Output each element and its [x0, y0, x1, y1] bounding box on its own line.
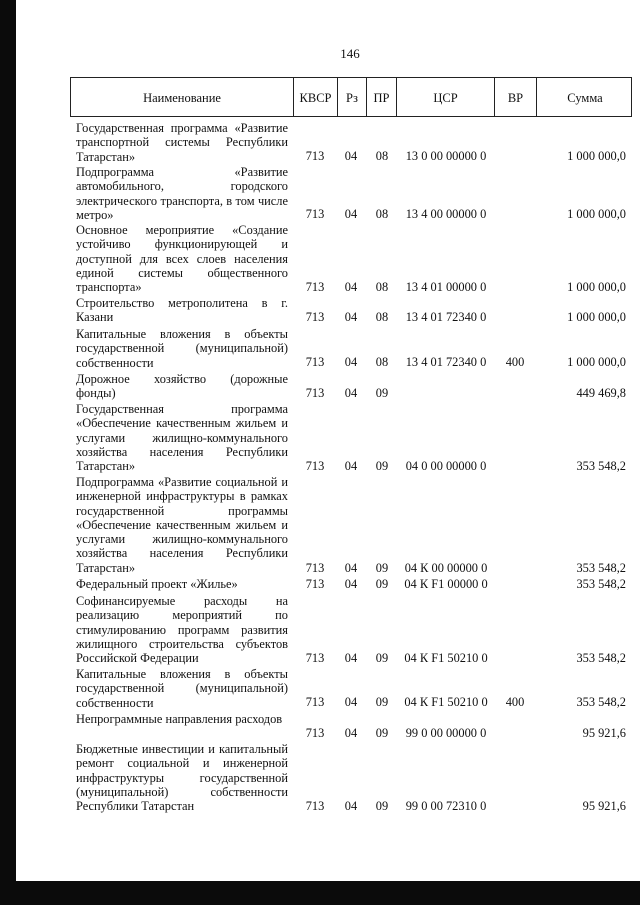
- header-vr: ВР: [495, 78, 537, 116]
- row-name: Основное мероприятие «Создание устойчиво функционирующей и доступной для всех слоев населения единой системы общественного транспорта»: [76, 223, 288, 295]
- row-rz: 04: [344, 561, 358, 575]
- row-sum: 1 000 000,0: [567, 207, 626, 221]
- row-rz: 04: [344, 577, 358, 591]
- row-rz: 04: [344, 207, 358, 221]
- row-kvsr: 713: [305, 651, 325, 665]
- row-sum: 1 000 000,0: [567, 280, 626, 294]
- row-rz: 04: [344, 355, 358, 369]
- table-row: [70, 594, 632, 666]
- header-name: Наименование: [71, 78, 294, 116]
- row-csr: 04 К 00 00000 0: [404, 561, 488, 575]
- row-csr: 04 К F1 50210 0: [404, 695, 488, 709]
- table-row: [70, 165, 632, 222]
- row-kvsr: 713: [305, 355, 325, 369]
- table-row: [70, 712, 632, 741]
- table-header: [70, 77, 632, 117]
- row-sum: 353 548,2: [576, 577, 626, 591]
- row-name: Капитальные вложения в объекты государственной (муниципальной) собственности: [76, 327, 288, 370]
- header-kvsr: КВСР: [294, 78, 338, 116]
- row-name: Федеральный проект «Жилье»: [76, 577, 238, 591]
- table-row: [70, 402, 632, 474]
- row-rz: 04: [344, 459, 358, 473]
- row-name: Капитальные вложения в объекты государственной (муниципальной) собственности: [76, 667, 288, 710]
- row-kvsr: 713: [305, 280, 325, 294]
- row-csr: 04 К F1 00000 0: [404, 577, 488, 591]
- row-csr: [400, 386, 492, 401]
- page-number: 146: [340, 46, 360, 61]
- row-pr: 08: [375, 310, 389, 324]
- scan-bottom-edge: [0, 881, 640, 905]
- header-pr: ПР: [367, 78, 397, 116]
- row-pr: 09: [375, 799, 389, 813]
- row-kvsr: 713: [305, 386, 325, 400]
- table-row: [70, 667, 632, 710]
- header-csr: ЦСР: [397, 78, 495, 116]
- row-sum: 353 548,2: [576, 459, 626, 473]
- table-row: [70, 742, 632, 814]
- row-sum: 95 921,6: [582, 726, 626, 740]
- row-rz: 04: [344, 310, 358, 324]
- row-name: Бюджетные инвестиции и капитальный ремонт социальной и инженерной инфраструктуры государственной (муниципальной) собственности Республики Татарстан: [76, 742, 288, 814]
- row-vr: 400: [505, 695, 525, 709]
- row-rz: 04: [344, 651, 358, 665]
- header-rz: Рз: [338, 78, 367, 116]
- header-sum: Сумма: [567, 91, 603, 105]
- row-csr: 04 К F1 50210 0: [404, 651, 488, 665]
- row-kvsr: 713: [305, 149, 325, 163]
- row-rz: 04: [344, 149, 358, 163]
- row-sum: 1 000 000,0: [567, 310, 626, 324]
- row-name: Софинансируемые расходы на реализацию мероприятий по стимулированию программ развития жилищного строительства субъектов Российской Федерации: [76, 594, 288, 666]
- row-pr: 09: [375, 561, 389, 575]
- row-csr: 13 4 01 72340 0: [405, 355, 487, 369]
- row-csr: 04 0 00 00000 0: [405, 459, 487, 473]
- row-csr: 13 0 00 00000 0: [405, 149, 487, 163]
- row-kvsr: 713: [305, 577, 325, 591]
- row-sum: 95 921,6: [582, 799, 626, 813]
- row-pr: 09: [375, 695, 389, 709]
- row-csr: 99 0 00 72310 0: [405, 799, 487, 813]
- row-csr: 13 4 01 00000 0: [405, 280, 487, 294]
- row-rz: 04: [344, 799, 358, 813]
- row-name: Подпрограмма «Развитие социальной и инженерной инфраструктуры в рамках государственной программы «Обеспечение качественным жильем и услугами жилищно-коммунального хозяйства населения Республики Татарстан»: [76, 475, 288, 575]
- row-rz: 04: [344, 386, 358, 400]
- row-pr: 09: [375, 386, 389, 400]
- row-pr: 09: [375, 651, 389, 665]
- row-kvsr: 713: [305, 310, 325, 324]
- row-pr: 08: [375, 280, 389, 294]
- table-row: [70, 121, 632, 164]
- row-name: Строительство метрополитена в г. Казани: [76, 296, 288, 325]
- row-pr: 09: [375, 577, 389, 591]
- table-row: [70, 577, 632, 592]
- row-pr: 09: [375, 726, 389, 740]
- row-csr: 13 4 01 72340 0: [405, 310, 487, 324]
- row-rz: 04: [344, 280, 358, 294]
- row-rz: 04: [344, 726, 358, 740]
- row-name: Государственная программа «Обеспечение качественным жильем и услугами жилищно-коммунального хозяйства населения Республики Татарстан»: [76, 402, 288, 474]
- row-pr: 08: [375, 207, 389, 221]
- table-row: [70, 372, 632, 401]
- table-row: [70, 327, 632, 370]
- row-csr: 13 4 00 00000 0: [405, 207, 487, 221]
- row-sum: 1 000 000,0: [567, 355, 626, 369]
- row-name: Дорожное хозяйство (дорожные фонды): [76, 372, 288, 401]
- row-sum: 353 548,2: [576, 651, 626, 665]
- table-row: [70, 223, 632, 295]
- row-sum: 353 548,2: [576, 695, 626, 709]
- row-kvsr: 713: [305, 726, 325, 740]
- row-sum: 1 000 000,0: [567, 149, 626, 163]
- row-rz: 04: [344, 695, 358, 709]
- scan-left-edge: [0, 0, 16, 905]
- row-kvsr: 713: [305, 799, 325, 813]
- table-row: [70, 475, 632, 576]
- row-sum: 353 548,2: [576, 561, 626, 575]
- row-name: Непрограммные направления расходов: [76, 712, 283, 726]
- row-name: Государственная программа «Развитие транспортной системы Республики Татарстан»: [76, 121, 288, 164]
- table-row: [70, 296, 632, 325]
- row-csr: 99 0 00 00000 0: [405, 726, 487, 740]
- row-kvsr: 713: [305, 207, 325, 221]
- row-vr: 400: [505, 355, 525, 369]
- row-kvsr: 713: [305, 561, 325, 575]
- row-pr: 08: [375, 149, 389, 163]
- row-pr: 09: [375, 459, 389, 473]
- row-sum: 449 469,8: [576, 386, 626, 400]
- row-name: Подпрограмма «Развитие автомобильного, городского электрического транспорта, в том числе метро»: [76, 165, 288, 222]
- row-pr: 08: [375, 355, 389, 369]
- row-kvsr: 713: [305, 695, 325, 709]
- row-kvsr: 713: [305, 459, 325, 473]
